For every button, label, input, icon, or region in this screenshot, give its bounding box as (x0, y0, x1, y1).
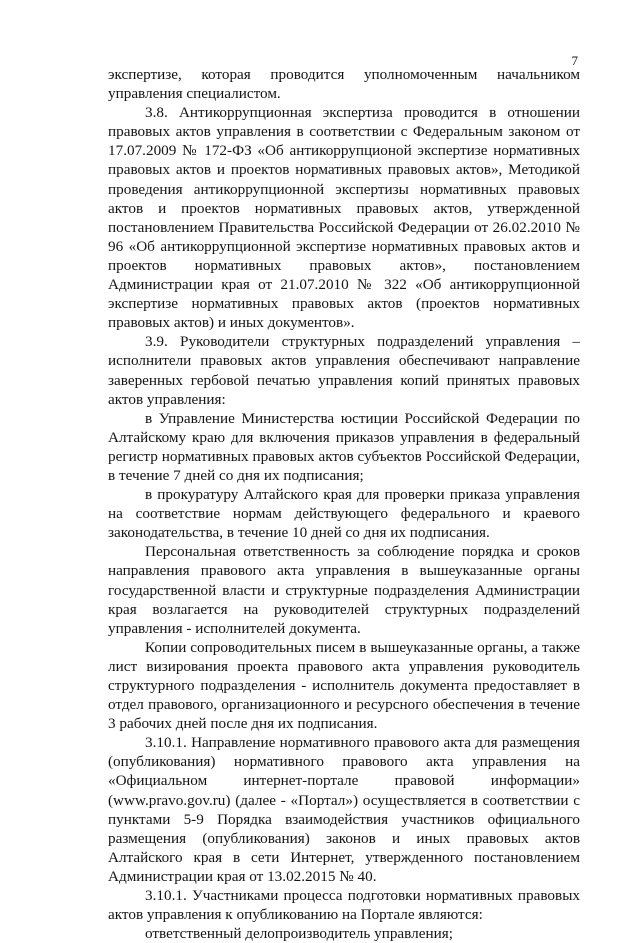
paragraph-3-9: 3.9. Руководители структурных подразделений управления – исполнители правовых актов управления обеспечивают направление заверенных гербовой печатью управления копий принятых правовых актов управления: (108, 333, 580, 408)
paragraph-copies: Копии сопроводительных писем в вышеуказанные органы, а также лист визирования проекта правового акта управления руководитель структурного подразделения - исполнитель документа предоставляет в отдел правового, организационного и ресурсного обеспечения в течение 3 рабочих дней после дня их подписания. (108, 638, 580, 733)
paragraph-clerk: ответственный делопроизводитель управления; (145, 925, 453, 943)
paragraph-3-10-1-participants: 3.10.1. Участниками процесса подготовки нормативных правовых актов управления к опубликованию на Портале являются: (108, 887, 580, 924)
paragraph-prosecutor: в прокуратуру Алтайского края для проверки приказа управления на соответствие нормам действующего федерального и краевого законодательства, в течение 10 дней со дня их подписания. (108, 486, 580, 542)
paragraph-responsibility: Персональная ответственность за соблюдение порядка и сроков направления правового акта управления в вышеуказанные органы государственной власти и структурные подразделения Администрации края возлагается на руководителей структурных подразделений управления - исполнителей документа. (108, 543, 580, 637)
page-number: 7 (571, 53, 578, 68)
paragraph-3-10-1-portal: 3.10.1. Направление нормативного правового акта для размещения (опубликования) нормативного правового акта управления на «Официальном интернет-портале правовой информации» (www.pravo.gov.ru) (далее - «Портал») осуществляется в соответствии с пунктами 5-9 Порядка взаимодействия участников официального размещения (опубликования) законов и иных правовых актов Алтайского края в сети Интернет, утвержденного постановлением Администрации края от 13.02.2015 № 40. (108, 734, 580, 885)
paragraph-ministry-justice: в Управление Министерства юстиции Российской Федерации по Алтайскому краю для включения приказов управления в федеральный регистр нормативных правовых актов субъектов Российской Федерации, в течение 7 дней со дня их подписания; (108, 409, 580, 484)
paragraph-3-8: 3.8. Антикоррупционная экспертиза проводится в отношении правовых актов управления в соответствии с Федеральным законом от 17.07.2009 № 172-ФЗ «Об антикоррупционой экспертизе нормативных правовых актов и проектов нормативных правовых актов», Методикой проведения антикоррупционной экспертизы нормативных правовых актов и проектов нормативных правовых актов, утвержденной постановлением Правительства Российской Федерации от 26.02.2010 № 96 «Об антикоррупционной экспертизе нормативных правовых актов и проектов нормативных правовых актов», постановлением Администрации края от 21.07.2010 № 322 «Об антикоррупционной экспертизе нормативных правовых актов (проектов нормативных правовых актов) и иных документов». (108, 104, 580, 332)
paragraph-continuation: экспертизе, которая проводится уполномоченным начальником управления специалистом. (108, 66, 580, 103)
document-body (108, 65, 580, 943)
